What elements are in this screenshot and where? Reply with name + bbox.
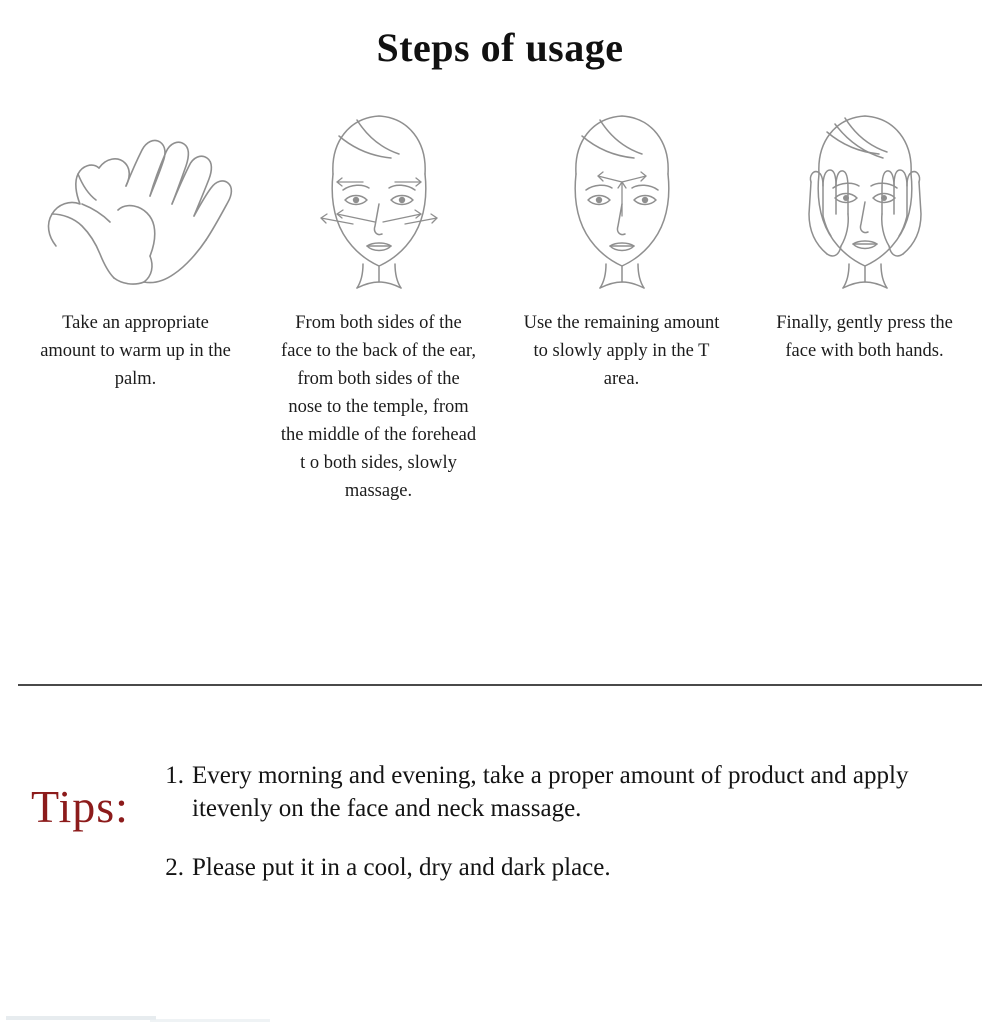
list-item xyxy=(160,759,982,825)
step-item xyxy=(500,91,743,393)
step-item xyxy=(14,91,257,393)
section-divider xyxy=(18,684,982,686)
tips-list xyxy=(160,759,1000,910)
page-title: Steps of usage xyxy=(376,25,624,70)
face-t-zone-arrows-icon xyxy=(502,91,742,301)
step-caption: Use the remaining amount to slowly apply in the T area. xyxy=(523,313,720,389)
tips-label: Tips: xyxy=(31,781,129,832)
step-item xyxy=(743,91,986,365)
scan-artifact xyxy=(6,1016,156,1020)
tip-text: Every morning and evening, take a proper amount of product and apply itevenly on the face and neck massage. xyxy=(192,762,909,822)
face-press-both-hands-icon xyxy=(745,91,985,301)
list-item xyxy=(160,851,982,884)
step-caption: Finally, gently press the face with both hands. xyxy=(776,313,953,361)
step-caption: From both sides of the face to the back of the ear, from both sides of the nose to the temple, from the middle of the forehead t o both sides, slowly massage. xyxy=(280,313,477,501)
tip-number: 2. xyxy=(165,854,184,881)
scan-artifact xyxy=(150,1019,270,1022)
step-item xyxy=(257,91,500,505)
face-outward-arrows-icon xyxy=(259,91,499,301)
steps-row xyxy=(0,71,1000,505)
two-hands-palm-icon xyxy=(16,91,256,301)
tip-text: Please put it in a cool, dry and dark place. xyxy=(192,854,611,881)
usage-instructions-page xyxy=(0,24,1000,1024)
step-caption: Take an appropriate amount to warm up in the palm. xyxy=(40,313,231,389)
tips-section xyxy=(0,759,1000,910)
tip-number: 1. xyxy=(165,762,184,789)
